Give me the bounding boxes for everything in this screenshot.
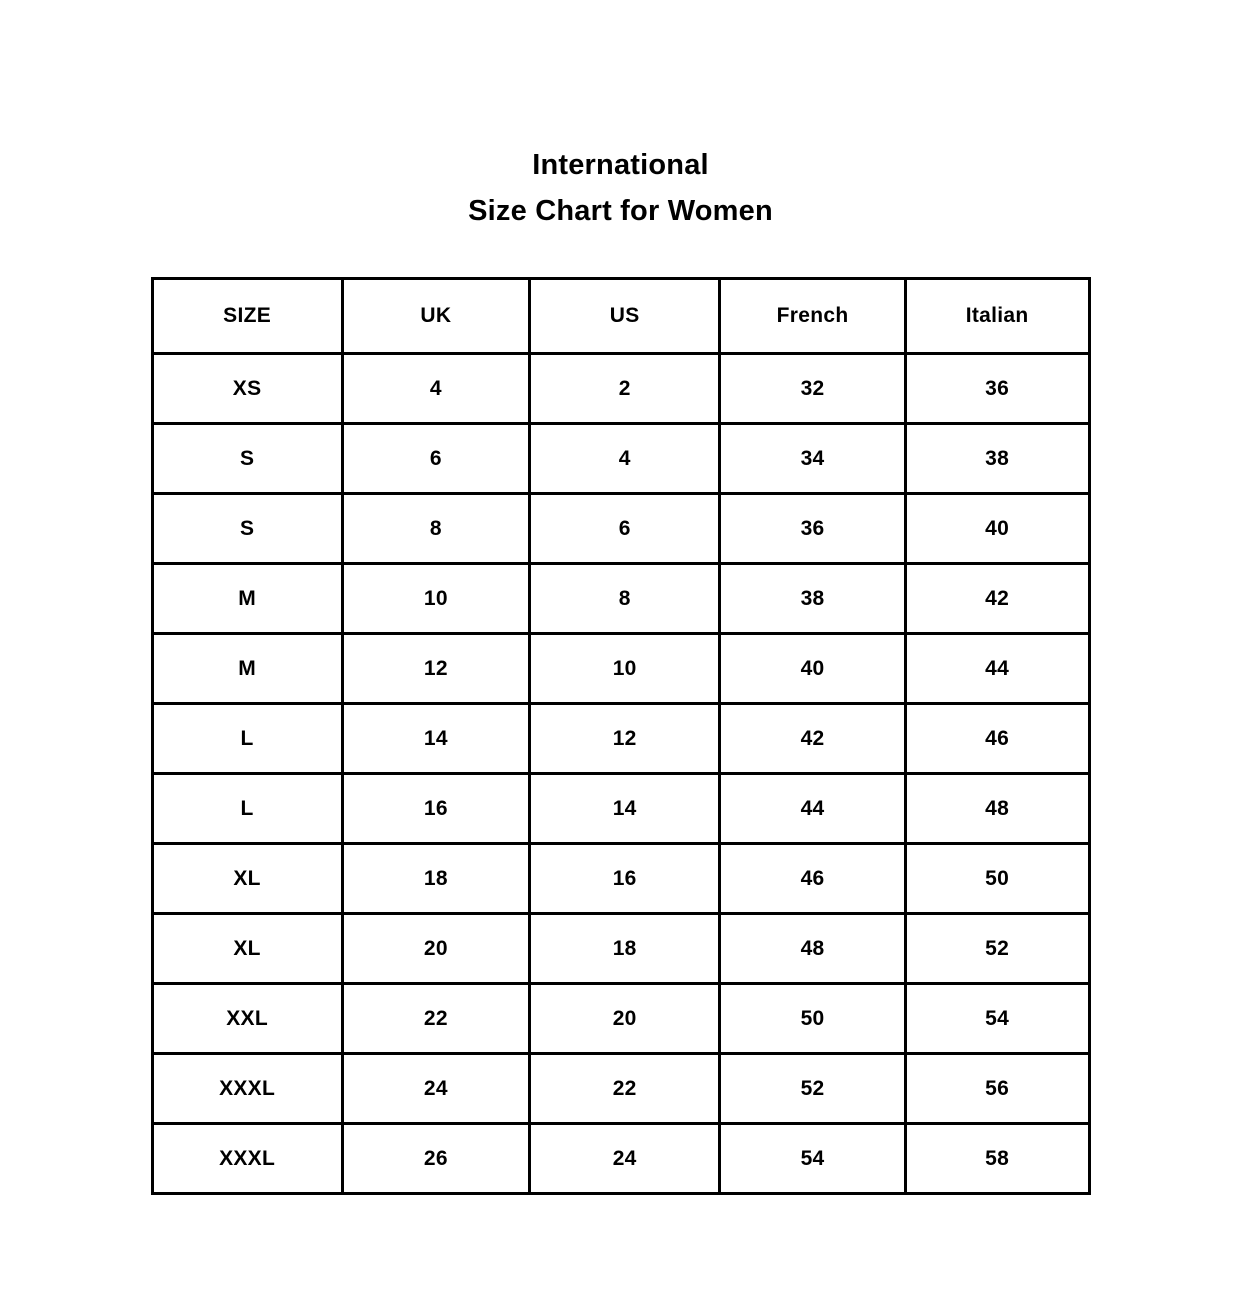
- cell-size: L: [152, 774, 342, 844]
- cell-uk: 12: [342, 634, 529, 704]
- cell-size: XL: [152, 914, 342, 984]
- cell-italian: 52: [905, 914, 1089, 984]
- cell-french: 48: [720, 914, 906, 984]
- cell-us: 14: [530, 774, 720, 844]
- cell-french: 36: [720, 494, 906, 564]
- cell-uk: 26: [342, 1124, 529, 1194]
- cell-italian: 38: [905, 424, 1089, 494]
- cell-us: 10: [530, 634, 720, 704]
- title-line-1: International: [532, 149, 709, 181]
- table-row: [152, 354, 1089, 424]
- cell-uk: 8: [342, 494, 529, 564]
- column-header-italian: Italian: [905, 279, 1089, 354]
- cell-italian: 54: [905, 984, 1089, 1054]
- cell-french: 40: [720, 634, 906, 704]
- cell-italian: 46: [905, 704, 1089, 774]
- cell-italian: 44: [905, 634, 1089, 704]
- cell-us: 16: [530, 844, 720, 914]
- size-chart-table-wrapper: [151, 277, 1091, 1195]
- table-row: [152, 564, 1089, 634]
- cell-italian: 42: [905, 564, 1089, 634]
- cell-size: XXXL: [152, 1054, 342, 1124]
- cell-us: 6: [530, 494, 720, 564]
- cell-size: XS: [152, 354, 342, 424]
- cell-french: 46: [720, 844, 906, 914]
- table-row: [152, 704, 1089, 774]
- cell-us: 4: [530, 424, 720, 494]
- cell-italian: 50: [905, 844, 1089, 914]
- cell-size: XXXL: [152, 1124, 342, 1194]
- cell-french: 54: [720, 1124, 906, 1194]
- title-line-2: Size Chart for Women: [468, 195, 773, 227]
- cell-french: 52: [720, 1054, 906, 1124]
- cell-italian: 56: [905, 1054, 1089, 1124]
- cell-us: 24: [530, 1124, 720, 1194]
- column-header-size: SIZE: [152, 279, 342, 354]
- cell-size: S: [152, 494, 342, 564]
- table-row: [152, 774, 1089, 844]
- cell-french: 34: [720, 424, 906, 494]
- cell-french: 32: [720, 354, 906, 424]
- table-body: [152, 354, 1089, 1194]
- table-row: [152, 424, 1089, 494]
- cell-french: 42: [720, 704, 906, 774]
- column-header-uk: UK: [342, 279, 529, 354]
- table-row: [152, 494, 1089, 564]
- cell-uk: 6: [342, 424, 529, 494]
- cell-french: 50: [720, 984, 906, 1054]
- cell-us: 2: [530, 354, 720, 424]
- size-chart-table: [151, 277, 1091, 1195]
- cell-size: M: [152, 634, 342, 704]
- cell-italian: 36: [905, 354, 1089, 424]
- cell-italian: 40: [905, 494, 1089, 564]
- table-row: [152, 1054, 1089, 1124]
- cell-us: 18: [530, 914, 720, 984]
- table-header-row: [152, 279, 1089, 354]
- table-row: [152, 634, 1089, 704]
- table-header: [152, 279, 1089, 354]
- cell-uk: 24: [342, 1054, 529, 1124]
- cell-size: S: [152, 424, 342, 494]
- cell-uk: 14: [342, 704, 529, 774]
- cell-uk: 18: [342, 844, 529, 914]
- cell-size: M: [152, 564, 342, 634]
- cell-size: L: [152, 704, 342, 774]
- table-row: [152, 1124, 1089, 1194]
- column-header-french: French: [720, 279, 906, 354]
- table-row: [152, 844, 1089, 914]
- cell-uk: 4: [342, 354, 529, 424]
- page-title: [468, 142, 773, 234]
- cell-italian: 48: [905, 774, 1089, 844]
- cell-size: XXL: [152, 984, 342, 1054]
- cell-us: 12: [530, 704, 720, 774]
- table-row: [152, 984, 1089, 1054]
- cell-us: 8: [530, 564, 720, 634]
- cell-us: 22: [530, 1054, 720, 1124]
- cell-italian: 58: [905, 1124, 1089, 1194]
- cell-size: XL: [152, 844, 342, 914]
- cell-uk: 16: [342, 774, 529, 844]
- cell-uk: 10: [342, 564, 529, 634]
- cell-uk: 20: [342, 914, 529, 984]
- cell-french: 38: [720, 564, 906, 634]
- table-row: [152, 914, 1089, 984]
- cell-french: 44: [720, 774, 906, 844]
- cell-uk: 22: [342, 984, 529, 1054]
- column-header-us: US: [530, 279, 720, 354]
- cell-us: 20: [530, 984, 720, 1054]
